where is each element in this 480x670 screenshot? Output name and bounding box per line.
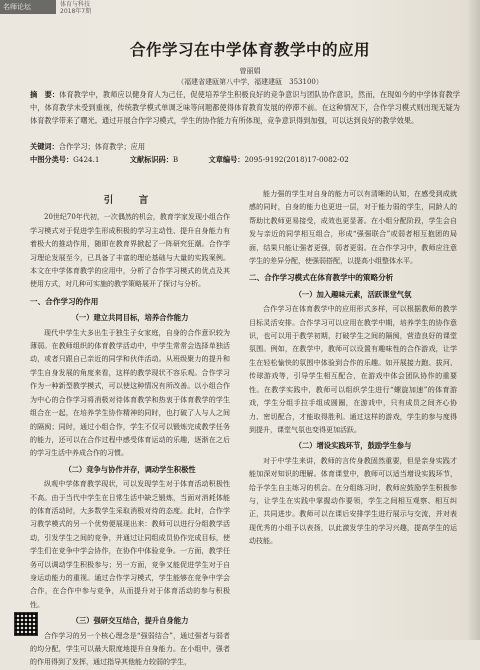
- page-fold-shadow: [466, 0, 480, 640]
- intro-heading: 引 言: [103, 195, 157, 206]
- journal-name: 体育与科技: [60, 1, 91, 8]
- article-no-value: 2095-9192(2018)17-0082-02: [244, 155, 349, 164]
- doc-code: [130, 155, 192, 165]
- clc-value: G424.1: [73, 155, 100, 164]
- clc-label: 中图分类号：: [30, 155, 74, 164]
- section-1-2-paragraph: 纵观中学体育教学现状，可以发现学生对于体育活动积极性不高。由于当代中学生在日常生活中缺乏锻炼，当面对消耗体能的体育活动时，大多数学生采取消极对待的态度。此时，合作学习教学模式的另一个优势便展现出来：教师可以进行分组教学活动，引发学生之间的竞争，并通过让同组成员协作完成目标，使学生们在竞争中学会协作，在协作中体验竞争。一方面，教学任务可以调动学生积极参与；另一方面，竞争又能促进学生对于自身运动能力的重视。通过合作学习模式，学生能够在竞争中学会合作，在合作中参与竞争，从而提升对于体育活动的参与积极性。: [30, 480, 230, 609]
- right-column: [249, 188, 457, 549]
- section-1-3-paragraph: 合作学习的另一个核心理念是“强弱结合”，通过强者与弱者的均分配，学生可以最大限度地提升自身能力。在小组中，强者的作用得到了发挥，通过指导其他能力较弱的学生，: [30, 631, 230, 667]
- section-2-1-heading: （一）加入趣味元素，活跃课堂气氛: [294, 289, 412, 299]
- intro-paragraph: 20世纪70年代初，一次偶然的机会，教育学家发现小组合作学习模式对于促进学生形成积极的学习主动性、提升自身能力有着极大的推动作用，随即在教育界掀起了一阵研究狂潮。合作学习理论发展至今，已具备了丰富的理论基础与大量的实践案例。本文在中学体育教学的应用中，分析了合作学习模式的优点及其使用方式，对几种可实施的教学策略展开了探讨与分析。: [30, 213, 230, 289]
- section-1-1-paragraph: 现代中学生大多出生于独生子女家庭，自身的合作意识较为薄弱。在教师组织的体育教学活动中，中学生常常会选择单独活动，或者只跟自己亲近的同学和伙伴活动。从班级聚力的提升和学生自身发展的角度来看，这样的教学现状不容乐观。合作学习作为一种新型教学模式，可以使这种情况有所改善。以小组合作为中心的合作学习将消极对待体育教学和热衷于体育教学的学生组合在一起，在培养学生协作精神的同时，也打破了人与人之间的隔阂；同时，通过小组合作，学生不仅可以锻炼完成教学任务的能力，还可以在合作过程中感受体育运动的乐趣，逐渐在之后的学习生活中养成合作的习惯。: [30, 328, 230, 458]
- doc-label: 文献标识码：: [129, 155, 173, 164]
- keywords-text: 合作学习；体育教学；应用: [58, 142, 146, 151]
- section-2-heading: 二、合作学习模式在体育教学中的策略分析: [249, 273, 394, 283]
- section-1-1-heading: （一）建立共同目标，培养合作能力: [71, 313, 189, 323]
- qr-code-icon: [14, 612, 38, 636]
- continued-paragraph: 能力强的学生对自身的能力可以有清晰的认知，在感受到成就感的同时，自身的能力也更进一层，对于能力弱的学生，同龄人的帮助比教师更易接受，成效也更显著。在小组分配阶段，学生会自发与亲近的同学相互组合，形成“强强联合”或弱者相互抱团的局面，结果只能让强者更强，弱者更弱。在合作学习中，教师应注意学生的差异分配，使强弱搭配，以提高小组整体水平。: [249, 190, 457, 266]
- doc-value: B: [172, 155, 179, 164]
- journal-issue: 2018年7期: [60, 8, 92, 15]
- keywords: [30, 142, 460, 152]
- left-column: [30, 188, 230, 670]
- section-2-2-heading: （二）增设实践环节，鼓励学生参与: [294, 441, 412, 451]
- section-tag: 名师论坛: [0, 0, 56, 14]
- article-meta: [30, 155, 470, 165]
- section-1-3-heading: （三）强研交互结合，提升自身能力: [71, 616, 189, 626]
- abstract: [30, 88, 460, 127]
- article-affiliation: （福建省建瓯第八中学，福建建瓯 353100）: [177, 78, 323, 86]
- article-title: 合作学习在中学体育教学中的应用: [129, 41, 370, 59]
- keywords-label: 关键词：: [30, 142, 59, 151]
- section-1-2-heading: （二）竞争与协作并存，调动学生积极性: [64, 464, 196, 474]
- article-number: [209, 155, 363, 165]
- section-2-2-paragraph: 对于中学生来讲，教师的言传身教固然重要，但是亲身实践才能加深对知识的理解。体育课堂中，教师可以适当增设实践环节，给予学生自主练习的机会。在分组练习时，教师应鼓励学生积极参与，让学生在实践中掌握动作要领，学生之间相互观察、相互纠正，共同进步。教师可以在课后安排学生进行展示与交流，并对表现优秀的小组予以表扬，以此激发学生的学习兴趣，提高学生的运动技能。: [249, 456, 457, 546]
- section-2-1-paragraph: 合作学习在体育教学中的应用形式多样，可以根据教师的教学目标灵活安排。合作学习可以应用在教学中期，培养学生的协作意识，也可以用于教学初期，打破学生之间的隔阂，营造良好的课堂氛围。例如，在教学中，教师可以设置有趣味性的合作游戏，让学生在轻松愉快的氛围中体验到合作的乐趣。如开展接力跑、拔河、传球游戏等，引导学生相互配合，在游戏中体会团队协作的重要性。在教学实践中，教师可以组织学生进行“螺旋加速”的体育游戏，学生分组手拉手组成圆圈，在游戏中，只有成员之间齐心协力、密切配合，才能取得胜利。通过这样的游戏，学生的参与度得到提升，课堂气氛也变得更加活跃。: [249, 305, 457, 434]
- article-no-label: 文章编号：: [208, 155, 245, 164]
- abstract-label: 摘 要：: [30, 90, 60, 99]
- clc-number: [30, 155, 113, 165]
- section-1-heading: 一、合作学习的作用: [30, 296, 99, 306]
- article-author: 曾丽娟: [239, 67, 261, 75]
- abstract-text: 体育教学中，教师应以健身育人为己任，促使培养学生积极良好的竞争意识与团队协作意识，然而，在现如今的中学体育教学中，体育教学未受到重视，传统教学模式单调乏味等问题都使得体育教育发展的停滞不前。在这种情况下，合作学习模式则出现无疑为体育教学带来了曙光。通过开展合作学习模式，学生的协作能力有所体现，竞争意识得到加强，可以达到良好的教学效果。: [30, 90, 460, 125]
- journal-info: [60, 1, 91, 15]
